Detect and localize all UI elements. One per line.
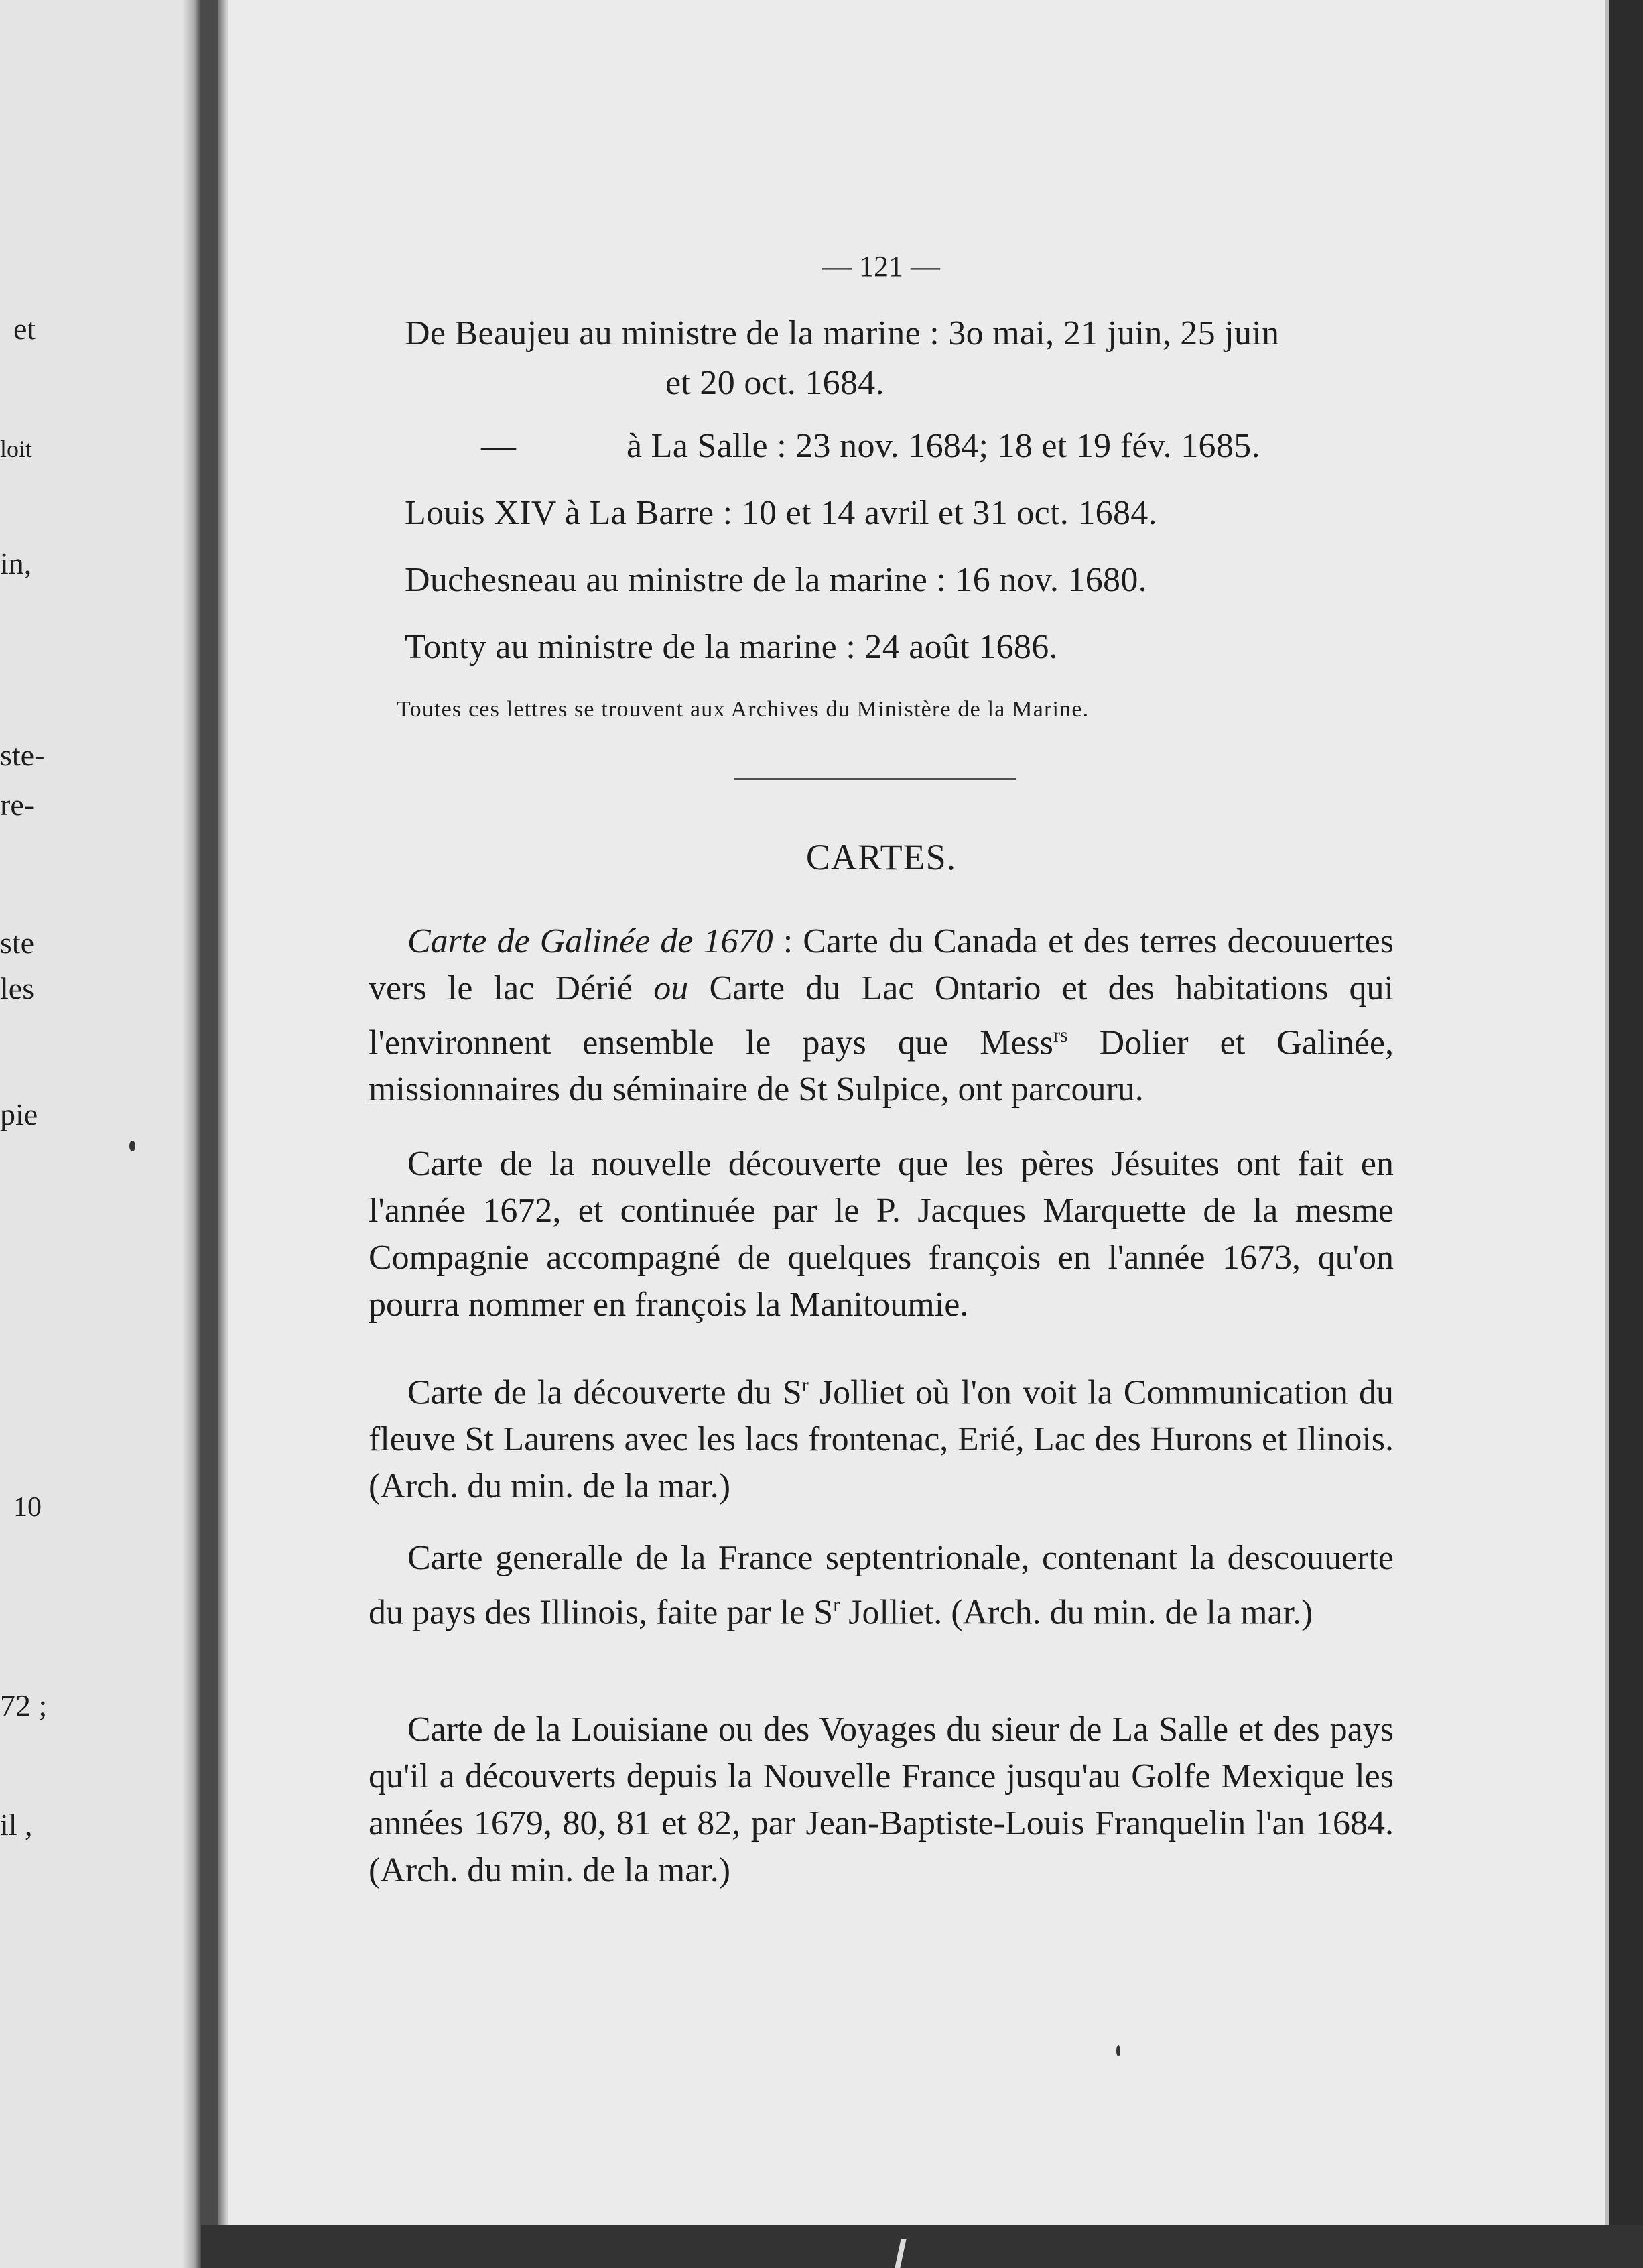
map-entry: Carte de Galinée de 1670 : Carte du Canada et des terres decouuertes vers le lac Dérié ou Carte du Lac Ontario et des habitations qui l'environnent ensemble le pays que Mess$^{rs}$ Dolier et Galinée, missionnaires du séminaire de St Sulpice, ont parcouru. <box>369 922 1394 1109</box>
left-fragment: re- <box>0 788 35 822</box>
map-entry: Carte de la découverte du $S^r$ Jolliet où l'on voit la Communication du fleuve St Laurens avec les lacs frontenac, Erié, Lac des Hurons et Ilinois. (Arch. du min. de la mar.) <box>369 1373 1394 1506</box>
map-entry: Carte generalle de la France septentrionale, contenant la descouuerte du pays des Illinois, faite par le $S^r$ Jolliet. (Arch. du min. de la mar.) <box>369 1539 1394 1632</box>
left-fragment: 72 ; <box>0 1688 48 1722</box>
ditto-dash: — <box>481 427 517 465</box>
left-fragment: 10 <box>13 1492 42 1523</box>
page-edge-right <box>1605 0 1609 2239</box>
book-spine <box>201 0 218 2268</box>
section-heading: CARTES. <box>805 837 957 877</box>
letter-line: Tonty au ministre de la marine : 24 août 1686. <box>405 628 1058 666</box>
left-fragment: ste- <box>0 738 45 772</box>
left-fragment: il , <box>0 1808 33 1842</box>
left-fragment: les <box>0 971 35 1005</box>
letter-line: Duchesneau au ministre de la marine : 16 nov. 1680. <box>405 561 1147 599</box>
left-fragment: loit <box>0 436 33 462</box>
page-number: — 121 — <box>822 250 940 283</box>
page-edge <box>218 0 228 2268</box>
footnote: Toutes ces lettres se trouvent aux Archives du Ministère de la Marine. <box>397 697 1090 722</box>
left-fragment: et <box>13 312 36 346</box>
gutter-shadow <box>182 0 201 2268</box>
ink-speck <box>129 1141 135 1151</box>
letter-line: et 20 oct. 1684. <box>665 364 884 402</box>
left-page <box>0 0 201 2268</box>
letter-line: à La Salle : 23 nov. 1684; 18 et 19 fév. 1685. <box>627 427 1260 465</box>
letter-line: Louis XIV à La Barre : 10 et 14 avril et 31 oct. 1684. <box>405 494 1157 532</box>
scan-border-bottom <box>201 2225 1643 2268</box>
letter-line: De Beaujeu au ministre de la marine : 3o mai, 21 juin, 25 juin <box>405 314 1280 353</box>
left-fragment: in, <box>0 546 32 580</box>
section-rule <box>734 778 1016 780</box>
map-title: Carte de Galinée de 1670 <box>407 922 773 960</box>
ink-speck <box>1116 2045 1120 2056</box>
map-entry: Carte de la nouvelle découverte que les pères Jésuites ont fait en l'année 1672, et continuée par le P. Jacques Marquette de la mesme Compagnie accompagné de quelques françois en l'année 1673, qu'on pourra nommer en françois la Manitoumie. <box>369 1145 1394 1324</box>
map-entry: Carte de la Louisiane ou des Voyages du sieur de La Salle et des pays qu'il a découverts depuis la Nouvelle France jusqu'au Golfe Mexique les années 1679, 80, 81 et 82, par Jean-Baptiste-Louis Franquelin l'an 1684. (Arch. du min. de la mar.) <box>369 1710 1394 1889</box>
scan-border <box>1609 0 1643 2268</box>
left-fragment: ste <box>0 926 35 960</box>
left-fragment: pie <box>0 1097 38 1131</box>
